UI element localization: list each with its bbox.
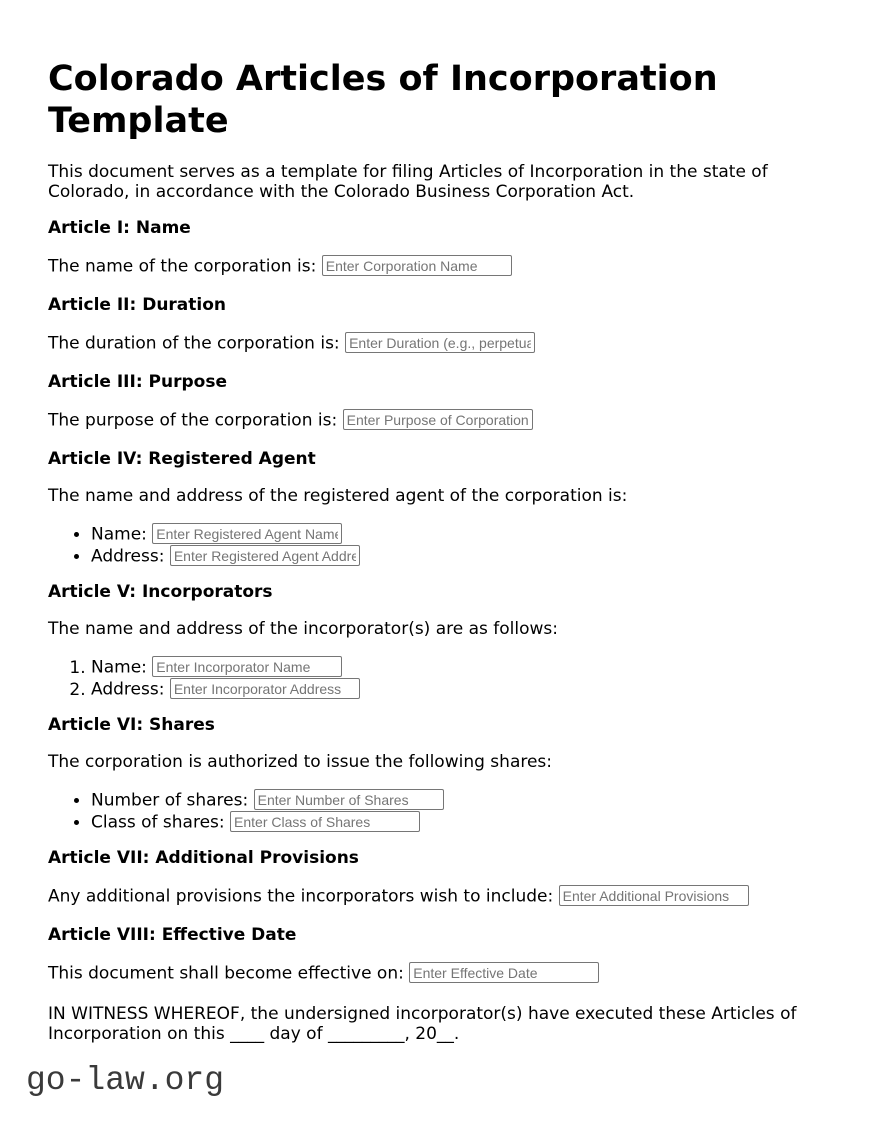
purpose-input[interactable] xyxy=(343,409,533,430)
additional-provisions-input[interactable] xyxy=(559,885,749,906)
article-7-text: Any additional provisions the incorporators wish to include: xyxy=(48,886,554,907)
incorporator-name-label: Name: xyxy=(91,657,147,678)
number-of-shares-label: Number of shares: xyxy=(91,790,249,811)
list-item xyxy=(91,678,828,700)
article-3-row xyxy=(48,409,828,449)
article-6-heading: Article VI: Shares xyxy=(48,715,215,735)
page-title: Colorado Articles of Incorporation Template xyxy=(48,59,718,141)
registered-agent-name-label: Name: xyxy=(91,524,147,545)
class-of-shares-label: Class of shares: xyxy=(91,812,225,833)
registered-agent-list xyxy=(48,523,828,567)
registered-agent-address-input[interactable] xyxy=(170,545,360,566)
corporation-name-input[interactable] xyxy=(322,255,512,276)
article-8-row xyxy=(48,962,828,1002)
list-item xyxy=(91,789,828,811)
list-item xyxy=(91,656,828,678)
shares-list xyxy=(48,789,828,833)
registered-agent-name-input[interactable] xyxy=(152,523,342,544)
article-4-heading: Article IV: Registered Agent xyxy=(48,449,316,469)
incorporator-address-label: Address: xyxy=(91,679,165,700)
article-1-row xyxy=(48,255,828,295)
effective-date-input[interactable] xyxy=(409,962,599,983)
article-1-heading: Article I: Name xyxy=(48,218,191,238)
list-item xyxy=(91,811,828,833)
article-4-text: The name and address of the registered agent of the corporation is: xyxy=(48,486,628,506)
article-3-heading: Article III: Purpose xyxy=(48,372,227,392)
article-7-row xyxy=(48,885,828,925)
document-page xyxy=(48,58,828,1044)
article-5-text: The name and address of the incorporator(s) are as follows: xyxy=(48,619,559,639)
article-2-row xyxy=(48,332,828,372)
article-8-text: This document shall become effective on: xyxy=(48,963,404,984)
article-6-text: The corporation is authorized to issue the following shares: xyxy=(48,752,553,772)
number-of-shares-input[interactable] xyxy=(254,789,444,810)
article-2-heading: Article II: Duration xyxy=(48,295,227,315)
duration-input[interactable] xyxy=(345,332,535,353)
list-item xyxy=(91,545,828,567)
list-item xyxy=(91,523,828,545)
article-1-text: The name of the corporation is: xyxy=(48,256,317,277)
class-of-shares-input[interactable] xyxy=(230,811,420,832)
incorporator-name-input[interactable] xyxy=(152,656,342,677)
registered-agent-address-label: Address: xyxy=(91,546,165,567)
witness-paragraph: IN WITNESS WHEREOF, the undersigned incorporator(s) have executed these Articles of Incorporation on this ____ day of _________, 20__. xyxy=(48,1004,797,1044)
shares-list-wrap xyxy=(48,789,828,848)
article-3-text: The purpose of the corporation is: xyxy=(48,410,338,431)
incorporator-address-input[interactable] xyxy=(170,678,360,699)
watermark: go-law.org xyxy=(26,1062,225,1099)
article-8-heading: Article VIII: Effective Date xyxy=(48,925,297,945)
registered-agent-list-wrap xyxy=(48,523,828,582)
incorporators-list-wrap xyxy=(48,656,828,715)
article-5-heading: Article V: Incorporators xyxy=(48,582,273,602)
article-7-heading: Article VII: Additional Provisions xyxy=(48,848,359,868)
incorporators-list xyxy=(48,656,828,700)
article-2-text: The duration of the corporation is: xyxy=(48,333,340,354)
intro-paragraph: This document serves as a template for filing Articles of Incorporation in the state of Colorado, in accordance with the Colorado Business Corporation Act. xyxy=(48,162,768,202)
